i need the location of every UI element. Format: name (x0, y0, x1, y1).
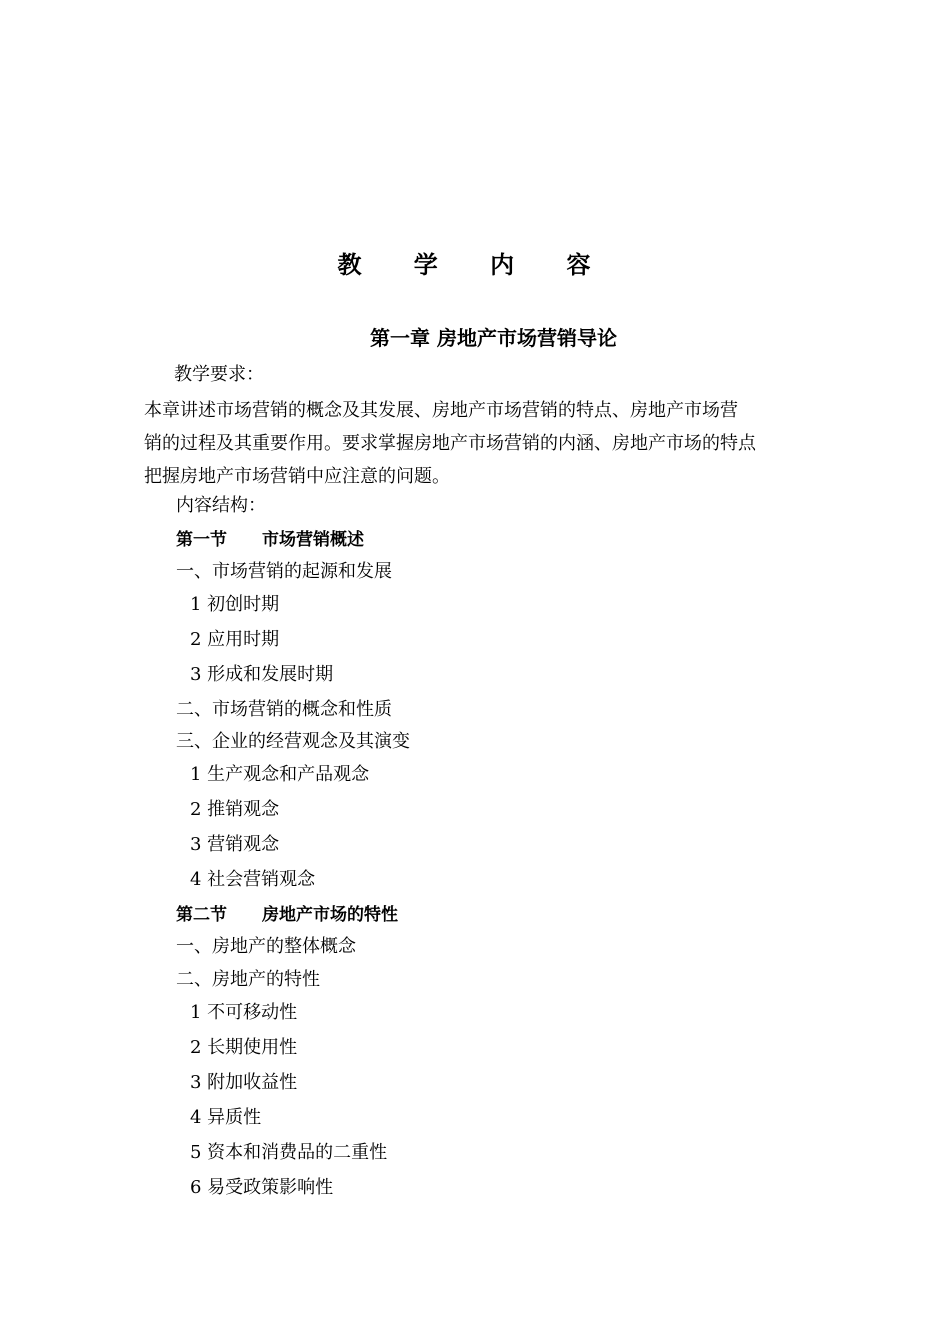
outline-subitem: 3 附加收益性 (190, 1072, 298, 1093)
outline-subitem: 1 初创时期 (190, 594, 280, 615)
outline-subitem: 6 易受政策影响性 (190, 1177, 334, 1198)
requirements-label: 教学要求： (174, 364, 264, 385)
outline-subitem: 2 推销观念 (190, 799, 280, 820)
section-title: 市场营销概述 (262, 530, 364, 550)
outline-subitem: 3 形成和发展时期 (190, 664, 334, 685)
outline-item: 二、房地产的特性 (176, 969, 320, 990)
outline-item: 一、房地产的整体概念 (176, 936, 356, 957)
outline-subitem: 4 异质性 (190, 1107, 262, 1128)
section-number: 第一节 (176, 530, 227, 550)
main-title: 教 学 内 容 (337, 251, 613, 279)
section-number: 第二节 (176, 905, 227, 925)
outline-subitem: 3 营销观念 (190, 834, 280, 855)
section-title: 房地产市场的特性 (262, 905, 398, 925)
structure-label: 内容结构： (176, 495, 266, 516)
outline-item: 三、企业的经营观念及其演变 (176, 731, 410, 752)
requirements-line: 本章讲述市场营销的概念及其发展、房地产市场营销的特点、房地产市场营 (144, 400, 738, 421)
outline-subitem: 4 社会营销观念 (190, 869, 316, 890)
chapter-title: 第一章 房地产市场营销导论 (370, 326, 617, 350)
section-heading-2 (176, 903, 398, 927)
outline-subitem: 1 生产观念和产品观念 (190, 764, 370, 785)
requirements-line: 销的过程及其重要作用。要求掌握房地产市场营销的内涵、房地产市场的特点 (144, 433, 756, 454)
outline-item: 一、市场营销的起源和发展 (176, 561, 392, 582)
requirements-line: 把握房地产市场营销中应注意的问题。 (144, 466, 450, 487)
outline-subitem: 2 长期使用性 (190, 1037, 298, 1058)
section-heading-1 (176, 528, 364, 552)
outline-subitem: 5 资本和消费品的二重性 (190, 1142, 388, 1163)
requirements-paragraph (144, 394, 806, 493)
outline-subitem: 2 应用时期 (190, 629, 280, 650)
outline-item: 二、市场营销的概念和性质 (176, 699, 392, 720)
outline-subitem: 1 不可移动性 (190, 1002, 298, 1023)
